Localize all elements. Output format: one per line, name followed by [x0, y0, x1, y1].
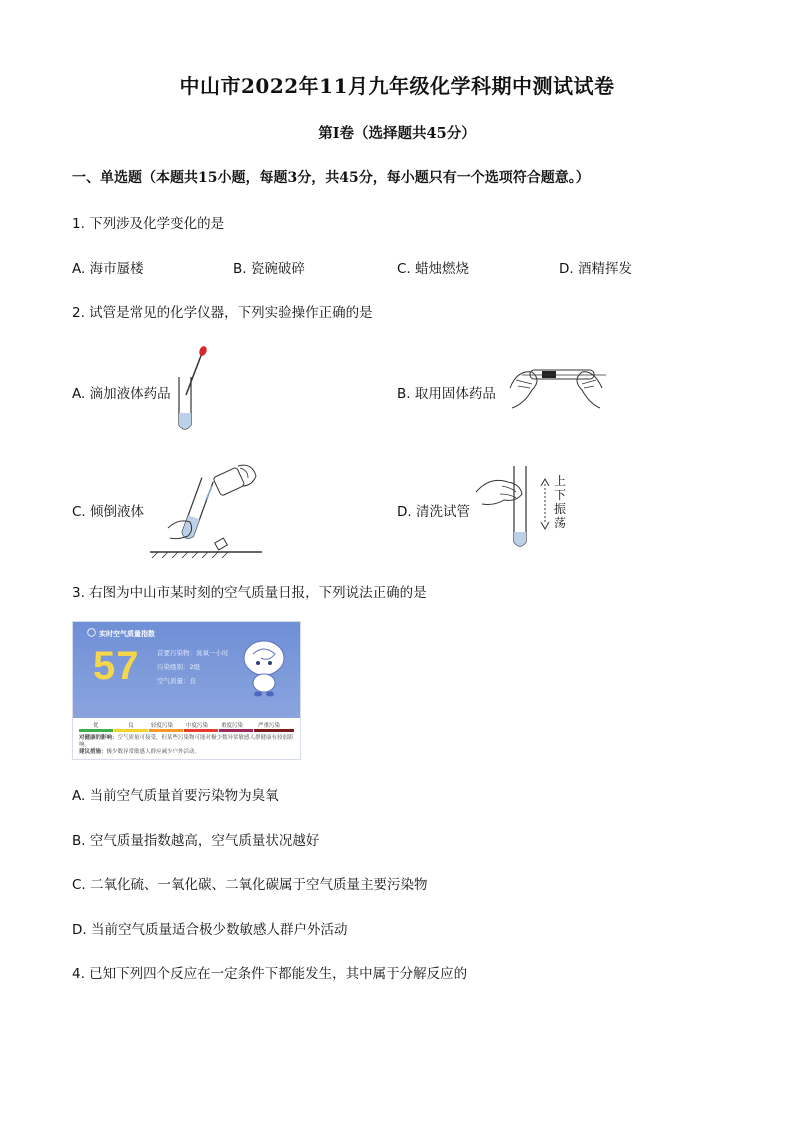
q2-option-b: B. 取用固体药品: [397, 386, 496, 402]
q3-option-c: C. 二氧化硫、一氧化碳、二氧化碳属于空气质量主要污染物: [72, 877, 428, 893]
q1-option-d: D. 酒精挥发: [559, 261, 632, 277]
mascot-icon: [239, 636, 289, 698]
scale-bar-severe: [254, 729, 294, 732]
scale-bar-moderate: [184, 729, 218, 732]
wash-test-tube-figure: [472, 462, 540, 552]
advice-note: 建议措施：极少数异常敏感人群应减少户外活动。: [79, 749, 201, 755]
info-icon: [87, 628, 96, 637]
pouring-liquid-figure: [148, 456, 266, 560]
health-impact-note: 对健康的影响：空气质量可接受，但某些污染物可能对极少数异常敏感人群健康有较弱影响。: [79, 735, 294, 748]
scale-bar-excellent: [79, 729, 113, 732]
shake-label: 上 下 振 荡: [554, 474, 567, 530]
q3-option-d: D. 当前空气质量适合极少数敏感人群户外活动: [72, 922, 348, 938]
scale-label-good: 良: [128, 723, 134, 729]
scale-bar-light: [149, 729, 183, 732]
scale-label-severe: 严重污染: [258, 723, 281, 729]
aqi-level: 污染级别：2级: [157, 663, 201, 671]
scale-label-moderate: 中度污染: [186, 723, 209, 729]
aqi-header-panel: [73, 622, 300, 718]
question-1-stem: 1. 下列涉及化学变化的是: [72, 216, 225, 232]
aqi-report-image: [72, 621, 301, 760]
aqi-quality: 空气质量：良: [157, 677, 196, 685]
q1-option-b: B. 瓷碗破碎: [233, 261, 305, 277]
q1-option-a: A. 海市蜃楼: [72, 261, 144, 277]
aqi-value: 57: [93, 644, 140, 688]
q3-option-a: A. 当前空气质量首要污染物为臭氧: [72, 788, 279, 804]
question-4-stem: 4. 已知下列四个反应在一定条件下都能发生，其中属于分解反应的: [72, 966, 468, 982]
section-heading: 一、单选题（本题共15小题，每题3分，共45分，每小题只有一个选项符合题意。）: [72, 170, 590, 186]
q2-option-d: D. 清洗试管: [397, 504, 470, 520]
dropper-test-tube-figure: [170, 345, 220, 435]
q2-option-c: C. 倾倒液体: [72, 504, 145, 520]
solid-sampling-figure: [502, 360, 610, 412]
question-3-stem: 3. 右图为中山市某时刻的空气质量日报，下列说法正确的是: [72, 585, 427, 601]
aqi-primary-pollutant: 首要污染物：臭氧一小时: [157, 649, 229, 657]
q2-option-a: A. 滴加液体药品: [72, 386, 171, 402]
q1-option-c: C. 蜡烛燃烧: [397, 261, 470, 277]
aqi-title: 实时空气质量指数: [99, 630, 155, 638]
q3-option-b: B. 空气质量指数越高，空气质量状况越好: [72, 833, 320, 849]
scale-bar-heavy: [219, 729, 253, 732]
scale-bar-good: [114, 729, 148, 732]
scale-label-excellent: 优: [93, 723, 99, 729]
exam-title: 中山市2022年11月九年级化学科期中测试试卷: [179, 74, 615, 98]
shake-direction-arrow-icon: [540, 478, 550, 530]
part-subtitle: 第I卷（选择题共45分）: [318, 125, 476, 142]
scale-label-heavy: 重度污染: [221, 723, 244, 729]
scale-label-light: 轻度污染: [151, 723, 174, 729]
question-2-stem: 2. 试管是常见的化学仪器，下列实验操作正确的是: [72, 305, 373, 321]
